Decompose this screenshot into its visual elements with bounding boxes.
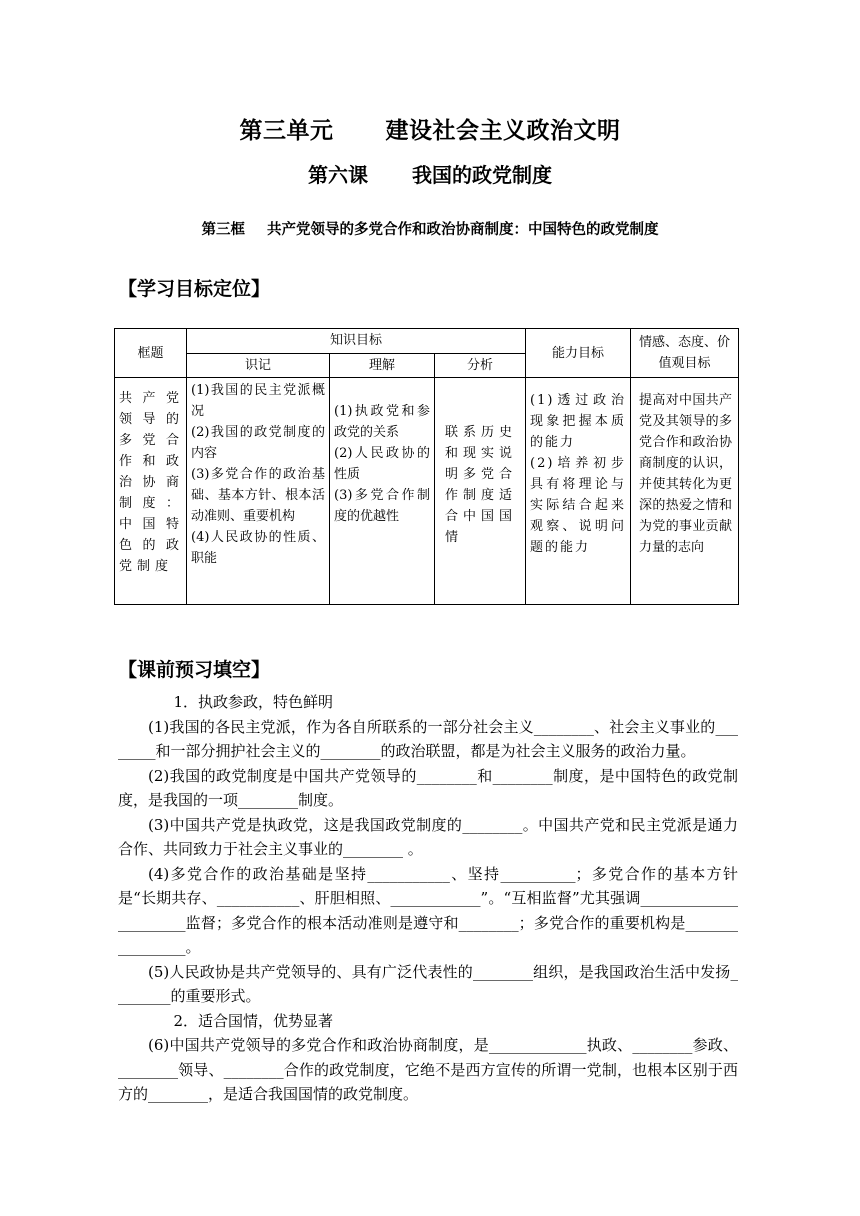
cell-understand: (1)执政党和参政党的关系 (2)人民政协的性质 (3)多党合作制度的优越性	[330, 378, 435, 605]
table-row	[115, 378, 739, 605]
table-header-row	[115, 329, 739, 354]
fill-in-item: (6)中国共产党领导的多党合作和政治协商制度，是_____________执政、________参政、________领导、________合作的政党制度，它绝不是西方宣传的所谓一党制，也根本区别于西方的________，是适合我国国情的政党制度。	[118, 1036, 738, 1103]
fill-in-item: (4)多党合作的政治基础是坚持___________、坚持__________；多党合作的基本方针是“长期共存、___________、肝胆相照、____________”。“互相监督”尤其强调______________________监督；多党合作的根本活动准则是遵守和________；多党合作的重要机构是________________。	[118, 864, 738, 956]
preview-fill-in-section	[118, 690, 738, 1107]
cell-frame: 共产党领导的多党合作和政治协商制度：中国特色的政党制度	[115, 378, 187, 605]
header-knowledge: 知识目标	[187, 329, 526, 354]
fill-in-item: (2)我国的政党制度是中国共产党领导的________和________制度，是中国特色的政党制度，是我国的一项________制度。	[118, 766, 738, 809]
section-heading-goals: 【学习目标定位】	[118, 278, 271, 300]
lesson-title	[0, 159, 860, 188]
subheading: 1．执政参政，特色鲜明	[173, 693, 334, 711]
cell-recall: (1)我国的民主党派概况 (2)我国的政党制度的内容 (3)多党合作的政治基础、基本方针、根本活动准则、重要机构 (4)人民政协的性质、职能	[187, 378, 330, 605]
section-heading-preview: 【课前预习填空】	[118, 659, 271, 681]
learning-goals-table	[114, 328, 739, 605]
lesson-label: 第六课	[308, 163, 368, 187]
header-frame: 框题	[115, 329, 187, 378]
unit-name: 建设社会主义政治文明	[385, 118, 621, 144]
header-understand: 理解	[330, 353, 435, 378]
unit-title	[0, 112, 860, 145]
subheading: 2．适合国情，优势显著	[173, 1011, 334, 1030]
cell-ability: (1)透过政治现象把握本质的能力 (2)培养初步具有将理论与实际结合起来观察、说明问题的能力	[526, 378, 631, 605]
frame-label: 第三框	[201, 222, 245, 238]
cell-analyze: 联系历史和现实说明多党合作制度适合中国国情	[435, 378, 526, 605]
frame-title	[0, 218, 860, 239]
lesson-name: 我国的政党制度	[412, 163, 552, 187]
frame-name: 共产党领导的多党合作和政治协商制度：中国特色的政党制度	[267, 222, 659, 238]
fill-in-item: (5)人民政协是共产党领导的、具有广泛代表性的________组织，是我国政治生活中发扬________的重要形式。	[118, 962, 738, 1005]
header-recall: 识记	[187, 353, 330, 378]
unit-label: 第三单元	[239, 118, 334, 144]
header-ability: 能力目标	[526, 329, 631, 378]
cell-emotion: 提高对中国共产党及其领导的多党合作和政治协商制度的认识，并使其转化为更深的热爱之情和为党的事业贡献力量的志向	[631, 378, 739, 605]
fill-in-item: (1)我国的各民主党派，作为各自所联系的一部分社会主义________、社会主义事业的________和一部分拥护社会主义的________的政治联盟，都是为社会主义服务的政治力量。	[118, 717, 738, 760]
header-emotion: 情感、态度、价值观目标	[631, 329, 739, 378]
header-analyze: 分析	[435, 353, 526, 378]
fill-in-item: (3)中国共产党是执政党，这是我国政党制度的________。中国共产党和民主党派是通力合作、共同致力于社会主义事业的________ 。	[118, 815, 738, 858]
